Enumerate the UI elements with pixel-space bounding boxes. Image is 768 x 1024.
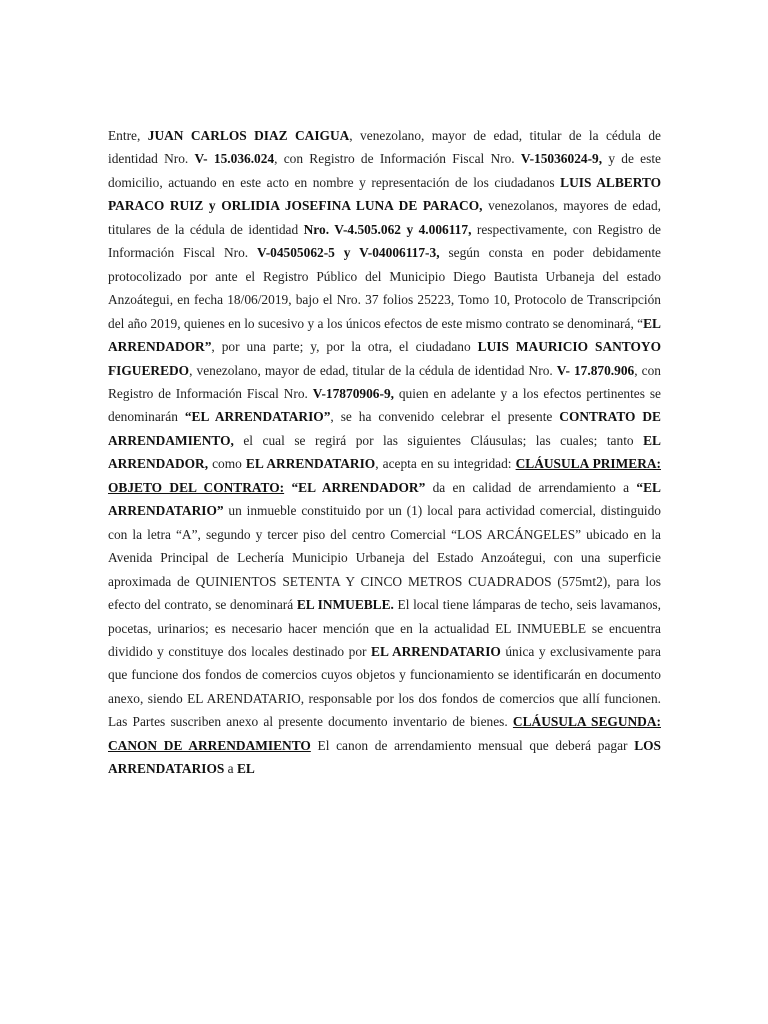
text-segment: , venezolano, mayor de edad, titular de la cédula de identidad Nro. [189,362,557,378]
text-segment: , acepta en su integridad: [375,456,516,472]
text-segment: , se ha convenido celebrar el presente [330,409,560,425]
bold-text-segment: Nro. V-4.505.062 y 4.006117, [303,221,472,237]
bold-text-segment: V-17870906-9, [312,385,394,401]
bold-text-segment: EL ARRENDATARIO [245,456,376,472]
bold-text-segment: “EL ARRENDADOR” [291,479,426,495]
bold-text-segment: EL INMUEBLE. [296,597,394,613]
text-segment: El canon de arrendamiento mensual que deberá pagar [310,737,635,753]
bold-text-segment: V-04505062-5 y V-04006117-3, [257,245,440,261]
bold-text-segment: LUIS ALBERTO PARACO RUIZ y ORLIDIA JOSEFINA LUNA DE PARACO, [108,174,661,214]
bold-text-segment: EL ARRENDADOR, [108,432,661,472]
text-segment: única y exclusivamente para que funcione dos fondos de comercios cuyos objetos y funcionamiento se identificarán en documento anexo, siendo EL ARENDATARIO, responsable por los dos fondos de comercios que allí funcionen. Las Partes suscriben anexo al presente documento inventario de bienes. [108,643,661,730]
text-segment: un inmueble constituido por un (1) local para actividad comercial, distinguido con la letra “A”, segundo y tercer piso del centro Comercial “LOS ARCÁNGELES” ubicado en la Avenida Principal de Lechería Municipio Urbaneja del Estado Anzoátegui, con una superficie aproximada de QUINIENTOS SETENTA Y CINCO METROS CUADRADOS (575mt2), para los efecto del contrato, se denominará [108,503,661,613]
text-segment: da en calidad de arrendamiento a [425,479,637,495]
text-segment: según consta en poder debidamente protocolizado por ante el Registro Público del Municipio Diego Bautista Urbaneja del estado Anzoátegui, en fecha 18/06/2019, bajo el Nro. 37 folios 25223, Tomo 10, Protocolo de Transcripción del año 2019, quienes en lo sucesivo y a los únicos efectos de este mismo contrato se denominará, “ [108,245,661,331]
bold-text-segment: “EL ARRENDATARIO” [184,409,331,425]
text-segment: , venezolano, mayor de edad, titular de la cédula de identidad Nro. [108,128,661,167]
bold-text-segment: CONTRATO DE ARRENDAMIENTO, [108,409,661,448]
bold-text-segment: V- 15.036.024 [194,151,275,167]
contract-body-paragraph [108,124,661,781]
text-segment: venezolanos, mayores de edad, titulares de la cédula de identidad [108,198,661,237]
bold-text-segment: LUIS MAURICIO SANTOYO FIGUEREDO [108,339,661,378]
bold-text-segment: JUAN CARLOS DIAZ CAIGUA [147,128,350,143]
text-segment: , por una parte; y, por la otra, el ciudadano [211,339,478,355]
clause-heading: CLÁUSULA PRIMERA: OBJETO DEL CONTRATO: [108,456,661,495]
text-segment: el cual se regirá por las siguientes Cláusulas; las cuales; tanto [233,432,644,448]
bold-text-segment: LOS ARRENDATARIOS [108,737,661,777]
clause-heading: CLÁUSULA SEGUNDA: CANON DE ARRENDAMIENTO [108,714,661,753]
bold-text-segment: EL ARRENDATARIO [371,643,501,659]
text-segment: quien en adelante y a los efectos pertinentes se denominarán [108,385,662,425]
text-segment: a [224,761,237,777]
text-segment: , con Registro de Información Fiscal Nro. [274,151,521,167]
text-segment: El local tiene lámparas de techo, seis lavamanos, pocetas, urinarios; es necesario hacer mención que en la actualidad EL INMUEBLE se encuentra dividido y constituye dos locales destinado por [108,597,661,659]
text-segment: , con Registro de Información Fiscal Nro. [108,362,661,401]
bold-text-segment: V- 17.870.906 [556,362,635,378]
text-segment: y de este domicilio, actuando en este acto en nombre y representación de los ciudadanos [108,151,661,190]
text-segment: Entre, [108,128,148,143]
text-segment: respectivamente, con Registro de Información Fiscal Nro. [108,221,661,261]
bold-text-segment: EL ARRENDADOR” [108,315,661,355]
bold-text-segment: “EL ARRENDATARIO” [108,479,661,519]
bold-text-segment: EL [236,761,255,777]
bold-text-segment: V-15036024-9, [520,151,603,167]
text-segment: como [208,456,246,472]
